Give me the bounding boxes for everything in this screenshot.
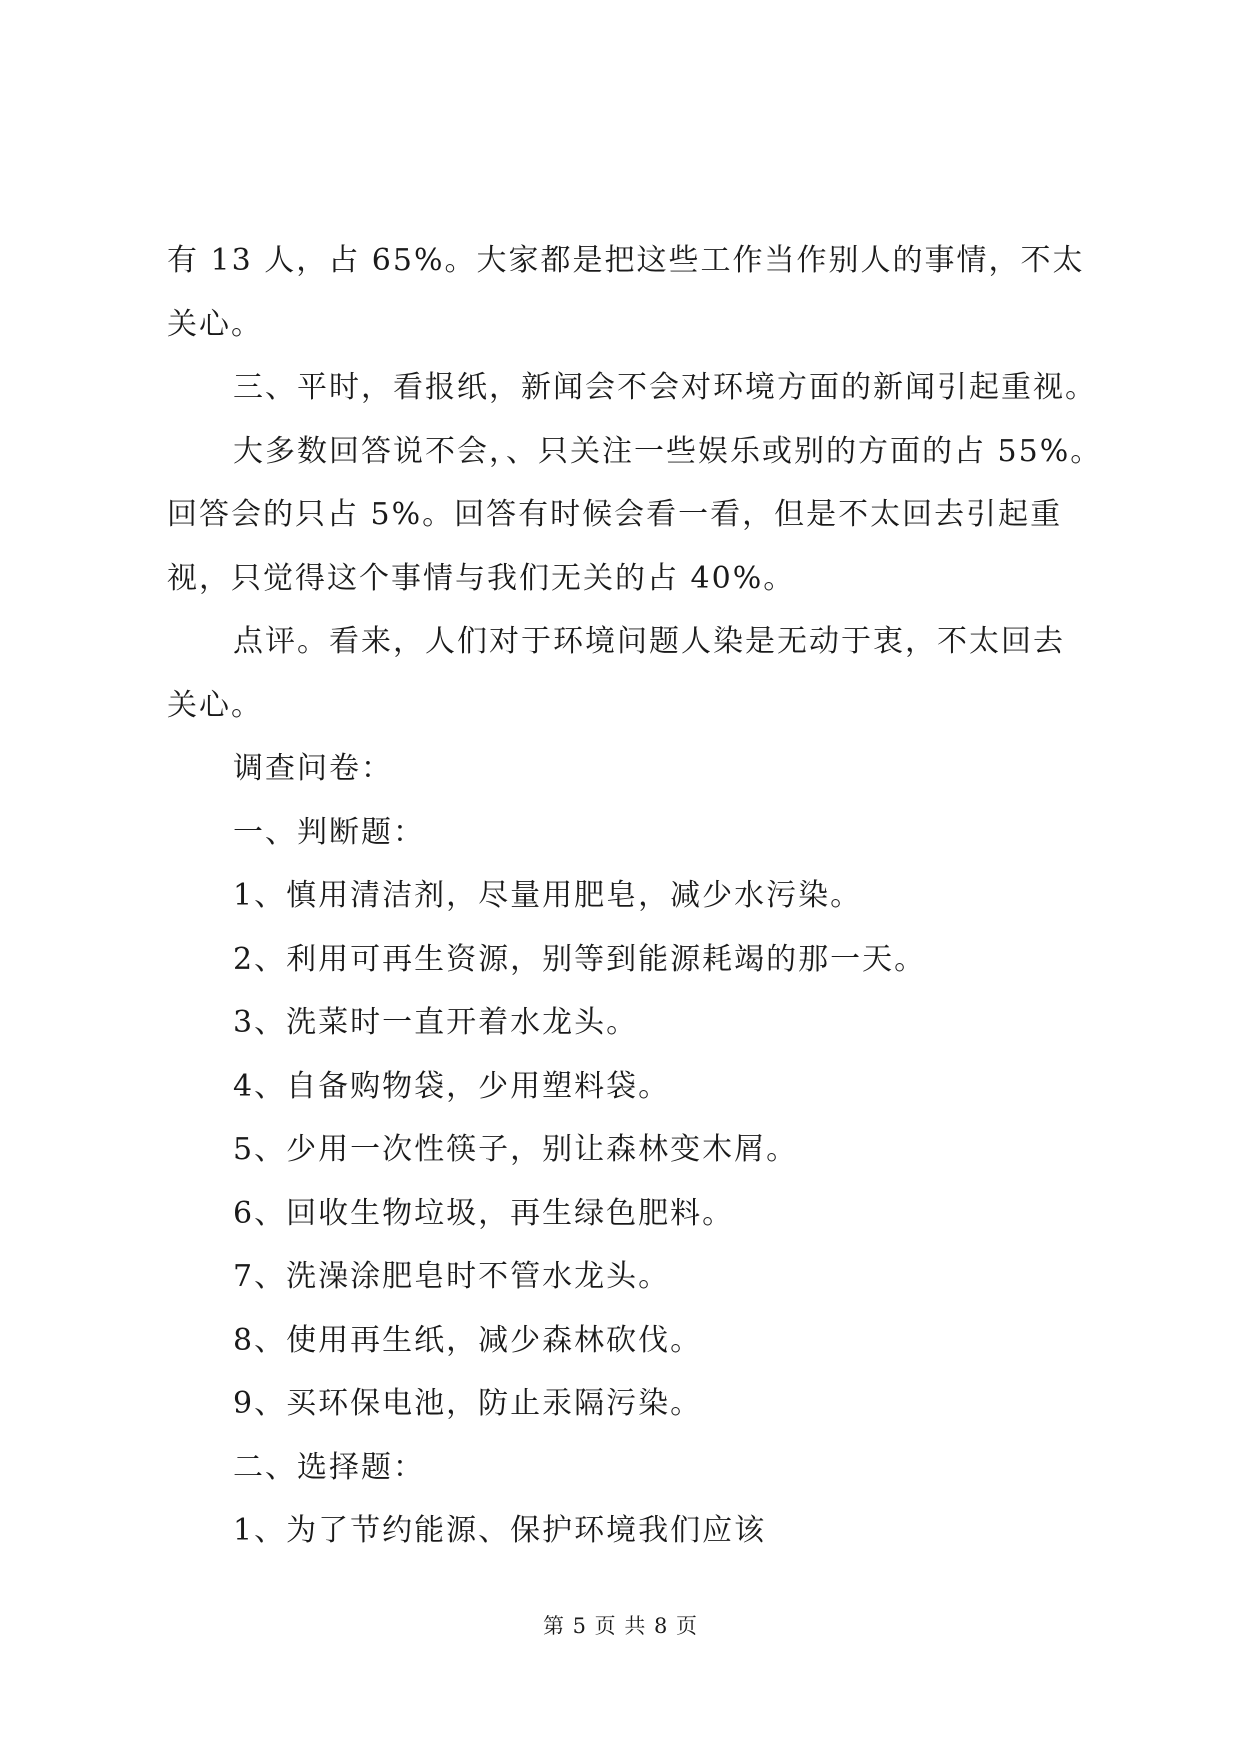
document-body [167,229,1103,1563]
text-line: 关心。 [167,687,263,723]
text-line: 大多数回答说不会，、只关注一些娱乐或别的方面的占 55%。 [233,433,1103,469]
list-item: 9、买环保电池，防止汞隔污染。 [233,1386,703,1421]
list-item: 1、为了节约能源、保护环境我们应该 [233,1513,767,1548]
list-item: 6、回收生物垃圾，再生绿色肥料。 [233,1195,735,1231]
list-item: 1、慎用清洁剂，尽量用肥皂，减少水污染。 [233,878,863,913]
list-item: 7、洗澡涂肥皂时不管水龙头。 [233,1259,671,1294]
page-footer: 第 5 页 共 8 页 [542,1614,699,1638]
list-item: 5、少用一次性筷子，别让森林变木屑。 [233,1132,799,1167]
list-item: 2、利用可再生资源，别等到能源耗竭的那一天。 [233,941,927,977]
list-item: 4、自备购物袋，少用塑料袋。 [233,1068,671,1104]
text-line: 点评。看来，人们对于环境问题人染是无动于衷，不太回去 [233,624,1065,659]
list-item: 3、洗菜时一直开着水龙头。 [233,1005,639,1040]
text-line: 三、平时，看报纸，新闻会不会对环境方面的新闻引起重视。 [233,370,1097,405]
section-heading: 一、判断题： [233,814,425,850]
section-heading: 调查问卷： [233,751,393,786]
text-line: 回答会的只占 5%。回答有时候会看一看，但是不太回去引起重 [167,497,1063,532]
text-line: 有 13 人，占 65%。大家都是把这些工作当作别人的事情，不太 [167,243,1085,278]
list-item: 8、使用再生纸，减少森林砍伐。 [233,1322,703,1358]
text-line: 关心。 [167,306,263,342]
section-heading: 二、选择题： [233,1449,425,1485]
text-line: 视，只觉得这个事情与我们无关的占 40%。 [167,560,796,596]
